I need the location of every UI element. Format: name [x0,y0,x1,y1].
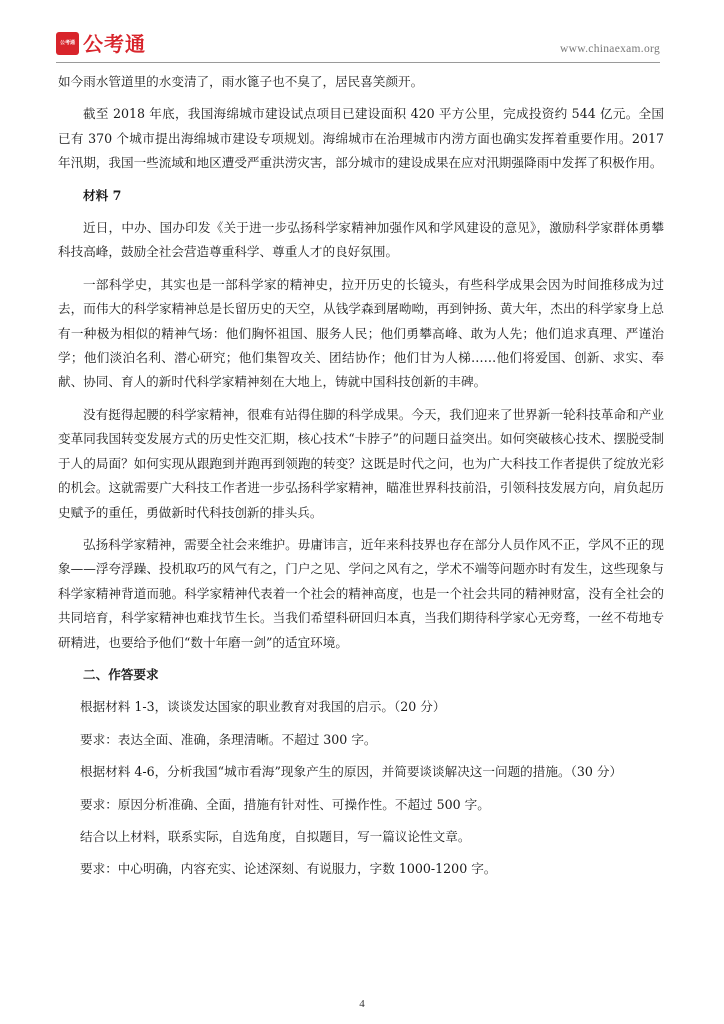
question: 结合以上材料，联系实际，自选角度，自拟题目，写一篇议论性文章。 [80,828,471,844]
paragraph: 没有挺得起腰的科学家精神，很难有站得住脚的科学成果。今天，我们迎来了世界新一轮科技革命和产业变革同我国转变发展方式的历史性交汇期，核心技术“卡脖子”的问题日益突出。如何突破核心技术、摆脱受制于人的局面？如何实现从跟跑到并跑再到领跑的转变？这既是时代之问，也为广大科技工作者提供了绽放光彩的机会。这就需要广大科技工作者进一步弘扬科学家精神，瞄准世界科技前沿，引领科技发展方向，肩负起历史赋予的重任，勇做新时代科技创新的排头兵。 [58,406,664,520]
document-body [58,70,664,890]
header-divider [56,62,660,63]
paragraph: 如今雨水管道里的水变清了，雨水篦子也不臭了，居民喜笑颜开。 [58,74,424,89]
paragraph: 弘扬科学家精神，需要全社会来维护。毋庸讳言，近年来科技界也存在部分人员作风不正，学风不正的现象——浮夸浮躁、投机取巧的风气有之，门户之见、学问之风有之，学术不端等问题亦时有发生，这些现象与科学家精神背道而驰。科学家精神代表着一个社会的精神高度，也是一个社会共同的精神财富，没有全社会的共同培育，科学家精神也难找节生长。当我们希望科研回归本真，当我们期待科学家心无旁骛，一丝不苟地专研精进，也要给予他们“数十年磨一剑”的适宜环境。 [58,536,664,650]
requirement: 要求：中心明确，内容充实、论述深刻、有说服力，字数 1000-1200 字。 [80,861,497,877]
requirement: 要求：原因分析准确、全面，措施有针对性、可操作性。不超过 500 字。 [80,796,490,812]
logo-icon: 公考通 [56,32,79,55]
section-heading: 二、作答要求 [83,666,159,682]
material-heading: 材料 7 [83,187,122,203]
paragraph: 近日，中办、国办印发《关于进一步弘扬科学家精神加强作风和学风建设的意见》，激励科学家群体勇攀科技高峰，鼓励全社会营造尊重科学、尊重人才的良好氛围。 [58,220,664,260]
question: 根据材料 4-6，分析我国“城市看海”现象产生的原因，并简要谈谈解决这一问题的措施。（30 分） [80,764,623,780]
paragraph: 截至 2018 年底，我国海绵城市建设试点项目已建设面积 420 平方公里，完成投资约 544 亿元。全国已有 370 个城市提出海绵城市建设专项规划。海绵城市在治理城市内涝方面也确实发挥着重要作用。2017 年汛期，我国一些流域和地区遭受严重洪涝灾害，部分城市的建设成果在应对汛期强降雨中发挥了积极作用。 [58,106,664,171]
requirement: 要求：表达全面、准确，条理清晰。不超过 300 字。 [80,731,377,747]
logo-text: 公考通 [83,32,146,56]
paragraph: 一部科学史，其实也是一部科学家的精神史，拉开历史的长镜头，有些科学成果会因为时间推移成为过去，而伟大的科学家精神总是长留历史的天空，从钱学森到屠呦呦，再到钟扬、黄大年，杰出的科学家身上总有一种极为相似的精神气场：他们胸怀祖国、服务人民；他们勇攀高峰、敢为人先；他们追求真理、严谨治学；他们淡泊名利、潜心研究；他们集智攻关、团结协作；他们甘为人梯……他们将爱国、创新、求实、奉献、协同、育人的新时代科学家精神刻在大地上，铸就中国科技创新的丰碑。 [58,276,664,390]
page-number: 4 [359,998,365,1010]
page-header [56,30,660,64]
question: 根据材料 1-3，谈谈发达国家的职业教育对我国的启示。（20 分） [80,699,446,715]
site-url[interactable]: www.chinaexam.org [560,43,660,55]
